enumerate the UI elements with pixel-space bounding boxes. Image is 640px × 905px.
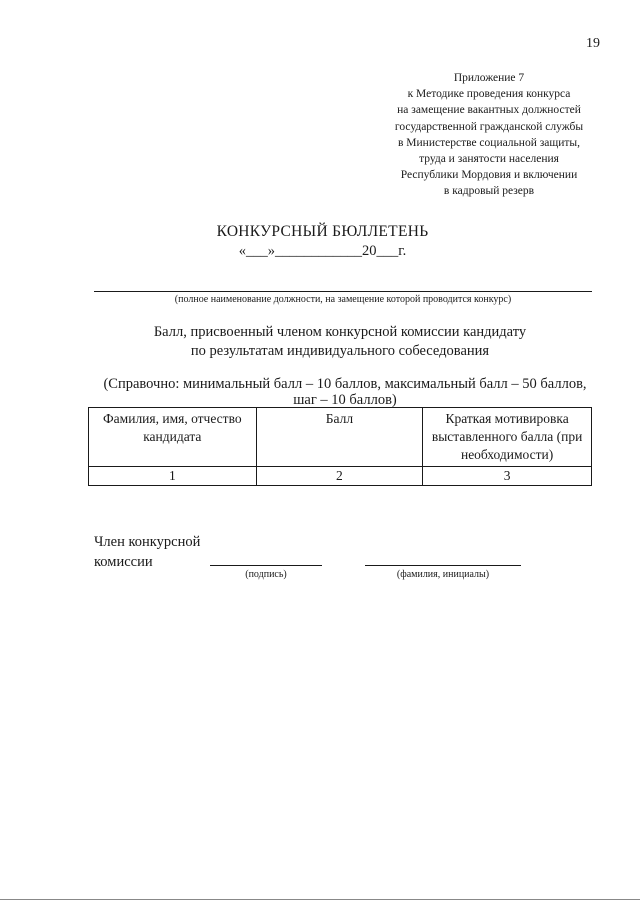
header-candidate-name: Фамилия, имя, отчество кандидата [89,408,257,467]
reference-note-line: шаг – 10 баллов) [293,392,397,408]
document-title: КОНКУРСНЫЙ БЮЛЛЕТЕНЬ [216,223,429,240]
page-bottom-edge [0,899,640,900]
appendix-line: в кадровый резерв [443,185,535,198]
appendix-line: в Министерстве социальной защиты, [397,136,581,149]
page-number: 19 [586,36,600,51]
header-motivation: Краткая мотивировка выставленного балла (при необходимости) [423,408,592,467]
appendix-line: труда и занятости населения [419,153,559,166]
reference-note [80,376,610,408]
name-line [365,565,521,566]
table-header-row [89,408,592,467]
appendix-line: на замещение вакантных должностей [397,104,581,117]
reference-note-line: (Справочно: минимальный балл – 10 баллов, максимальный балл – 50 баллов, [103,376,587,392]
appendix-line: Приложение 7 [453,72,525,84]
column-number: 1 [89,467,257,486]
appendix-line: государственной гражданской службы [394,120,584,133]
signature-line [210,565,322,566]
position-caption: (полное наименование должности, на замещение которой проводится конкурс) [174,294,512,305]
appendix-line: Республики Мордовия и включении [400,169,578,182]
score-heading [80,323,600,361]
ballot-table [88,407,592,486]
date-line: «___»____________20___г. [238,243,407,259]
appendix-header [378,70,600,200]
commission-member-label: Член конкурсной комиссии [94,534,201,570]
table-number-row [89,467,592,486]
signature-caption: (подпись) [245,569,287,580]
name-caption: (фамилия, инициалы) [396,569,490,580]
position-blank-line [94,291,592,292]
score-heading-line: Балл, присвоенный членом конкурсной комиссии кандидату [153,324,527,340]
header-score: Балл [256,408,423,467]
column-number: 3 [423,467,592,486]
score-heading-line: по результатам индивидуального собеседования [190,343,490,359]
appendix-line: к Методике проведения конкурса [407,88,571,101]
column-number: 2 [256,467,423,486]
